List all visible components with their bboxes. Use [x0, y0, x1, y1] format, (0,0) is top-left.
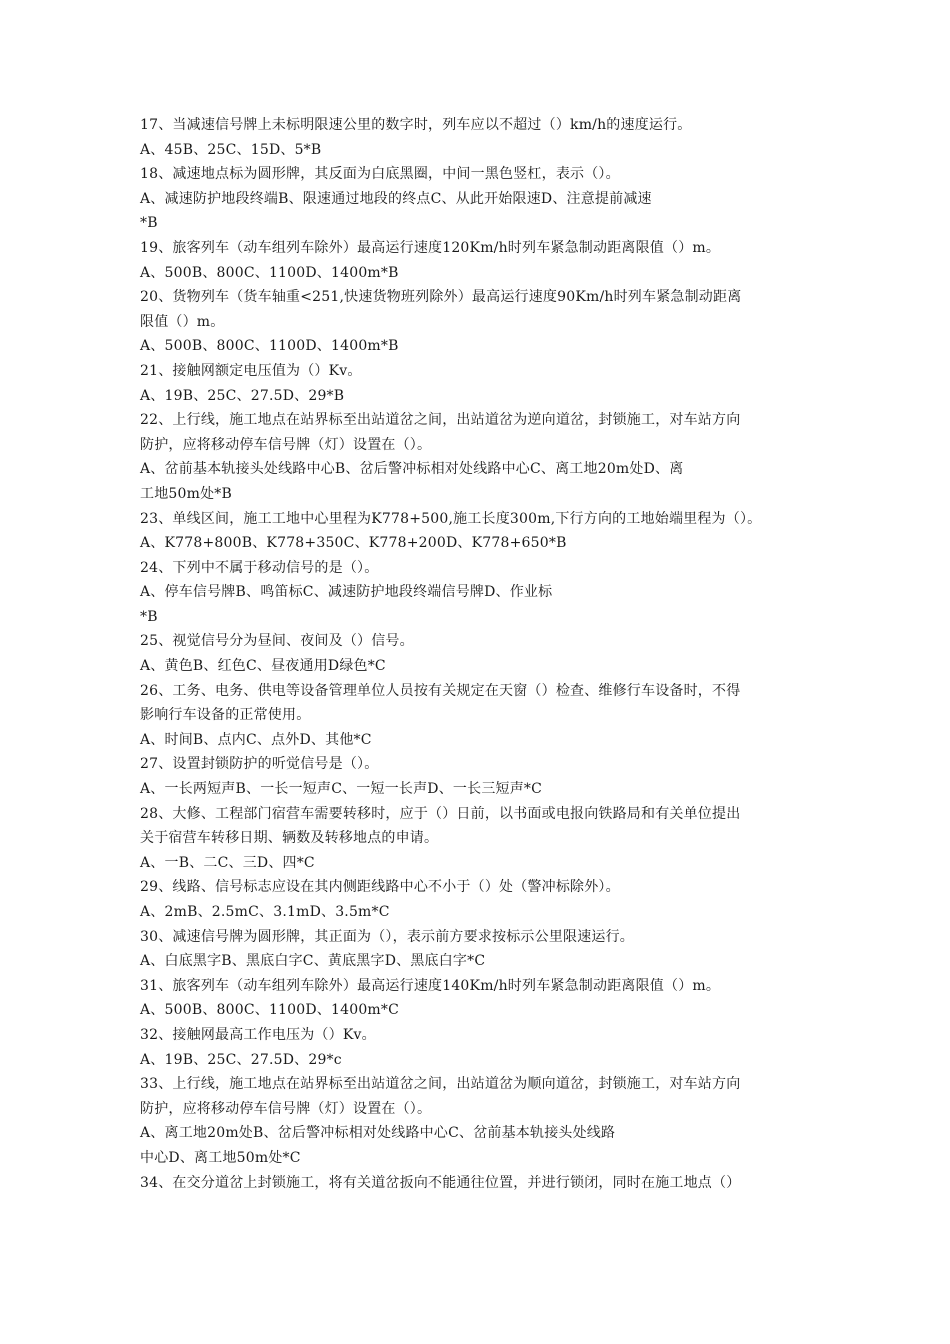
question-32: 32、接触网最高工作电压为（）Kv。 [140, 1026, 376, 1043]
answer-18: A、减速防护地段终端B、限速通过地段的终点C、从此开始限速D、注意提前减速 [140, 190, 652, 207]
question-22-cont: 防护，应将移动停车信号牌（灯）设置在（）。 [140, 436, 432, 453]
answer-26: A、时间B、点内C、点外D、其他*C [140, 731, 372, 748]
answer-25: A、黄色B、红色C、昼夜通用D绿色*C [140, 658, 386, 675]
answer-20: A、500B、800C、1100D、1400m*B [140, 338, 399, 355]
answer-28: A、一B、二C、三D、四*C [140, 854, 315, 871]
question-20: 20、货物列车（货车轴重<251,快速货物班列除外）最高运行速度90Km/h时列车紧急制动距离 [140, 289, 742, 306]
question-23: 23、单线区间，施工工地中心里程为K778+500,施工长度300m,下行方向的工地始端里程为（）。 [140, 510, 762, 527]
answer-17: A、45B、25C、15D、5*B [140, 141, 322, 158]
answer-33: A、离工地20m处B、岔后警冲标相对处线路中心C、岔前基本轨接头处线路 [140, 1125, 616, 1142]
question-18: 18、减速地点标为圆形牌，其反面为白底黑圈，中间一黑色竖杠，表示（）。 [140, 166, 620, 183]
answer-24-cont: *B [140, 608, 158, 625]
question-26: 26、工务、电务、供电等设备管理单位人员按有关规定在天窗（）检查、维修行车设备时，不得 [140, 682, 741, 699]
question-17: 17、当减速信号牌上未标明限速公里的数字时，列车应以不超过（）km/h的速度运行。 [140, 117, 692, 133]
answer-31: A、500B、800C、1100D、1400m*C [140, 1002, 400, 1019]
question-21: 21、接触网额定电压值为（）Kv。 [140, 362, 362, 379]
question-27: 27、设置封锁防护的听觉信号是（）。 [140, 756, 379, 773]
answer-18-cont: *B [140, 215, 158, 232]
answer-27: A、一长两短声B、一长一短声C、一短一长声D、一长三短声*C [140, 781, 543, 798]
question-20-cont: 限值（）m。 [140, 313, 225, 330]
answer-19: A、500B、800C、1100D、1400m*B [140, 264, 399, 281]
question-31: 31、旅客列车（动车组列车除外）最高运行速度140Km/h时列车紧急制动距离限值（）m。 [140, 977, 721, 994]
answer-30: A、白底黑字B、黑底白字C、黄底黑字D、黑底白字*C [140, 953, 486, 970]
question-25: 25、视觉信号分为昼间、夜间及（）信号。 [140, 633, 414, 650]
answer-32: A、19B、25C、27.5D、29*c [140, 1051, 342, 1068]
answer-22-cont: 工地50m处*B [140, 485, 232, 502]
question-33-cont: 防护，应将移动停车信号牌（灯）设置在（）。 [140, 1100, 432, 1117]
question-22: 22、上行线，施工地点在站界标至出站道岔之间，出站道岔为逆向道岔，封锁施工，对车站方向 [140, 412, 741, 429]
answer-22: A、岔前基本轨接头处线路中心B、岔后警冲标相对处线路中心C、离工地20m处D、离 [140, 461, 684, 478]
question-26-cont: 影响行车设备的正常使用。 [140, 707, 311, 724]
answer-24: A、停车信号牌B、鸣笛标C、减速防护地段终端信号牌D、作业标 [140, 584, 553, 601]
question-30: 30、减速信号牌为圆形牌，其正面为（），表示前方要求按标示公里限速运行。 [140, 928, 635, 945]
answer-23: A、K778+800B、K778+350C、K778+200D、K778+650*B [140, 535, 567, 552]
answer-33-cont: 中心D、离工地50m处*C [140, 1149, 301, 1166]
question-29: 29、线路、信号标志应设在其内侧距线路中心不小于（）处（警冲标除外）。 [140, 879, 620, 896]
document-body [140, 113, 820, 1195]
question-24: 24、下列中不属于移动信号的是（）。 [140, 559, 379, 576]
question-33: 33、上行线，施工地点在站界标至出站道岔之间，出站道岔为顺向道岔，封锁施工，对车站方向 [140, 1076, 741, 1093]
answer-29: A、2mB、2.5mC、3.1mD、3.5m*C [140, 904, 390, 920]
question-34: 34、在交分道岔上封锁施工，将有关道岔扳向不能通往位置，并进行锁闭，同时在施工地点（） [140, 1174, 741, 1191]
question-28-cont: 关于宿营车转移日期、辆数及转移地点的申请。 [140, 830, 439, 847]
answer-21: A、19B、25C、27.5D、29*B [140, 387, 345, 404]
question-28: 28、大修、工程部门宿营车需要转移时，应于（）日前，以书面或电报向铁路局和有关单位提出 [140, 805, 741, 822]
question-19: 19、旅客列车（动车组列车除外）最高运行速度120Km/h时列车紧急制动距离限值（）m。 [140, 239, 721, 256]
